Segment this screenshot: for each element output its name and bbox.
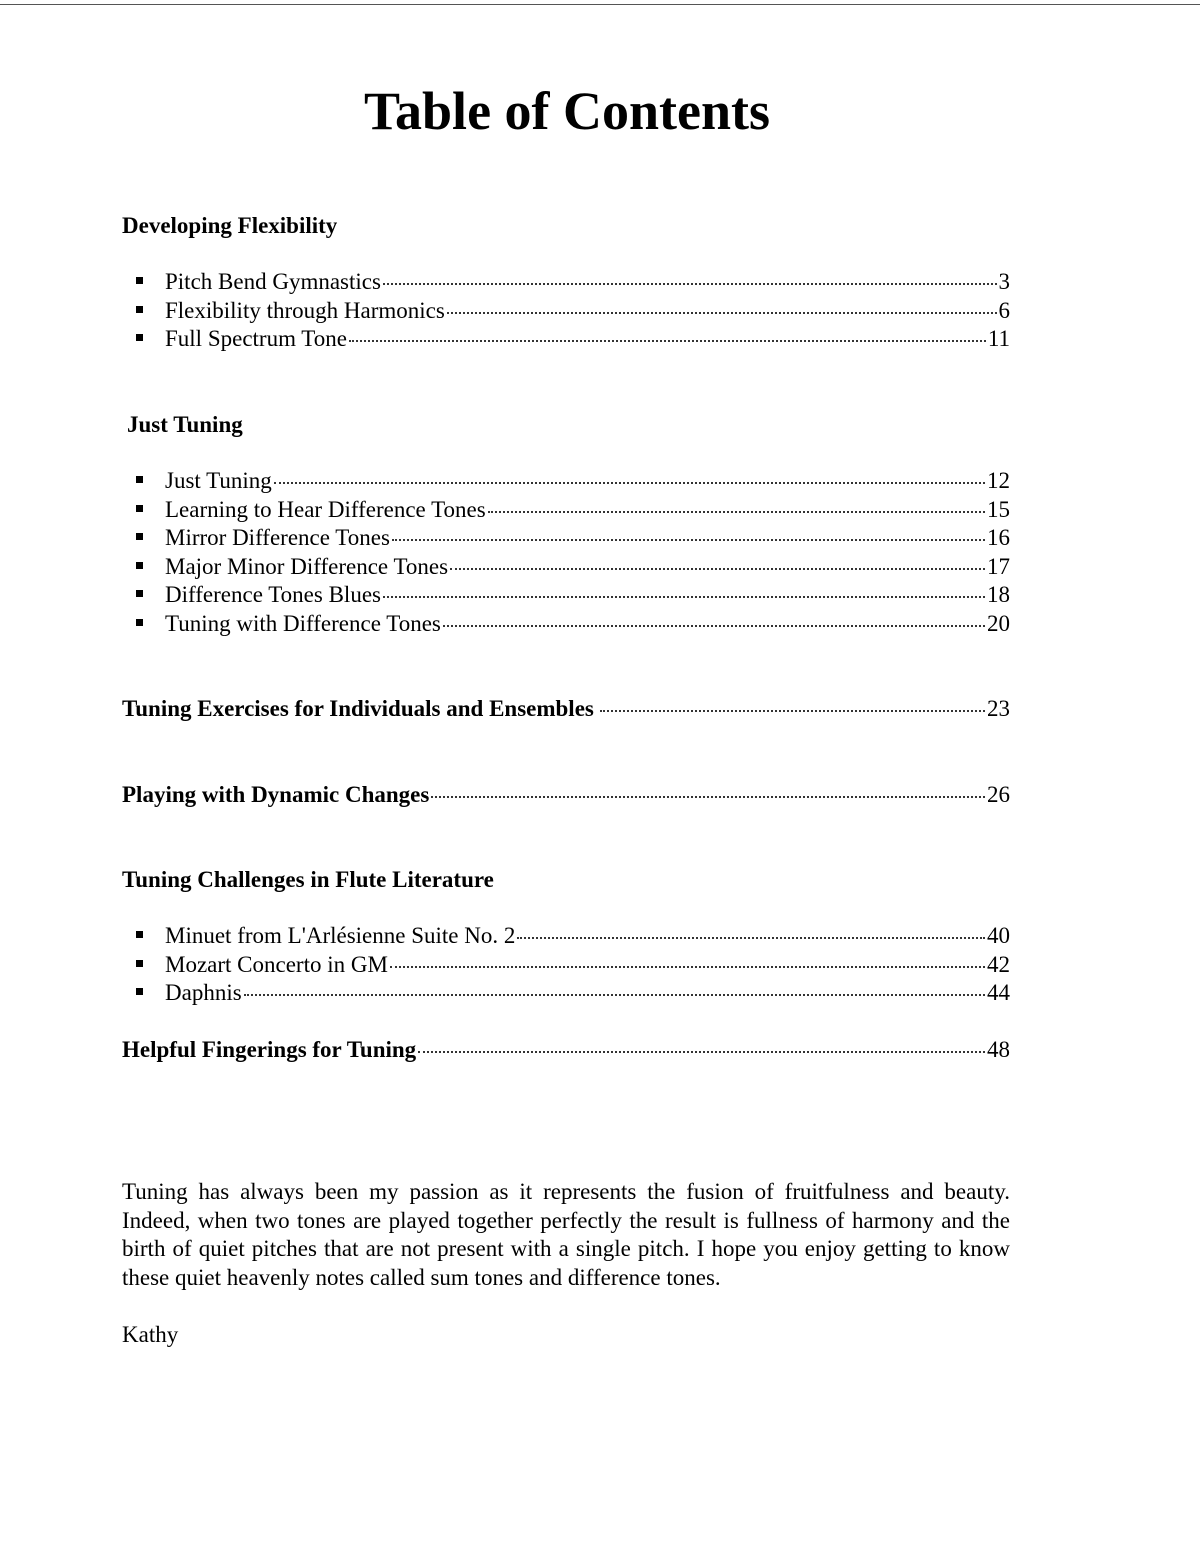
entry-page-number: 20 bbox=[987, 610, 1010, 636]
toc-entry[interactable] bbox=[136, 951, 1010, 980]
dot-leader bbox=[488, 511, 985, 513]
line-label: Playing with Dynamic Changes bbox=[122, 782, 430, 807]
dot-leader bbox=[447, 312, 997, 314]
line-label: Tuning Exercises for Individuals and Ensembles bbox=[122, 696, 594, 721]
bullet-icon bbox=[136, 619, 143, 626]
section-heading-developing-flexibility: Developing Flexibility bbox=[122, 213, 338, 238]
toc-entry[interactable] bbox=[136, 922, 1010, 951]
toc-entry[interactable] bbox=[136, 553, 1010, 582]
toc-entry[interactable] bbox=[136, 325, 1010, 354]
entry-label: Mirror Difference Tones bbox=[165, 525, 390, 551]
bullet-icon bbox=[136, 476, 143, 483]
toc-line-tuning-exercises[interactable] bbox=[122, 694, 1010, 724]
entry-page-number: 16 bbox=[987, 525, 1010, 551]
bullet-icon bbox=[136, 562, 143, 569]
entry-label: Mozart Concerto in GM bbox=[165, 951, 388, 977]
dot-leader bbox=[431, 796, 985, 798]
toc-line-dynamic-changes[interactable] bbox=[122, 780, 1010, 810]
entry-label: Learning to Hear Difference Tones bbox=[165, 496, 486, 522]
toc-list-developing-flexibility bbox=[136, 268, 1010, 354]
entry-page-number: 40 bbox=[987, 923, 1010, 948]
toc-list-just-tuning bbox=[136, 467, 1010, 639]
dot-leader bbox=[418, 1051, 985, 1053]
entry-page-number: 42 bbox=[987, 951, 1010, 977]
entry-page-number: 11 bbox=[987, 326, 1010, 352]
entry-page-number: 12 bbox=[987, 468, 1010, 493]
top-rule bbox=[0, 4, 1200, 5]
dot-leader bbox=[383, 596, 985, 598]
dot-leader bbox=[383, 283, 997, 285]
dot-leader bbox=[450, 568, 985, 570]
bullet-icon bbox=[136, 505, 143, 512]
dot-leader bbox=[274, 482, 985, 484]
entry-page-number: 3 bbox=[998, 269, 1010, 294]
toc-entry[interactable] bbox=[136, 268, 1010, 297]
entry-label: Just Tuning bbox=[165, 468, 272, 493]
bullet-icon bbox=[136, 931, 143, 938]
bullet-icon bbox=[136, 277, 143, 284]
entry-page-number: 23 bbox=[987, 696, 1010, 721]
toc-entry[interactable] bbox=[136, 581, 1010, 610]
entry-label: Major Minor Difference Tones bbox=[165, 553, 449, 579]
entry-page-number: 17 bbox=[987, 553, 1010, 579]
page-title: Table of Contents bbox=[363, 81, 771, 141]
bullet-icon bbox=[136, 334, 143, 341]
entry-label: Difference Tones Blues bbox=[165, 582, 381, 608]
intro-paragraph: Tuning has always been my passion as it represents the fusion of fruitfulness and beauty. Indeed, when two tones are played together perfectly the result is fullness of harmony and the birth of quiet pitches that are not present with a single pitch. I hope you enjoy getting to know these quiet heavenly notes called sum tones and difference tones. bbox=[122, 1179, 1010, 1291]
toc-entry[interactable] bbox=[136, 524, 1010, 553]
entry-page-number: 6 bbox=[998, 297, 1010, 323]
dot-leader bbox=[390, 966, 985, 968]
entry-label: Minuet from L'Arlésienne Suite No. 2 bbox=[165, 923, 516, 948]
entry-page-number: 44 bbox=[987, 980, 1010, 1006]
toc-entry[interactable] bbox=[136, 979, 1010, 1008]
line-label: Helpful Fingerings for Tuning bbox=[122, 1037, 417, 1062]
entry-label: Flexibility through Harmonics bbox=[165, 297, 445, 323]
bullet-icon bbox=[136, 306, 143, 313]
dot-leader bbox=[244, 994, 985, 996]
section-heading-just-tuning: Just Tuning bbox=[127, 412, 243, 437]
toc-list-tuning-challenges bbox=[136, 922, 1010, 1008]
toc-entry[interactable] bbox=[136, 297, 1010, 326]
dot-leader bbox=[443, 625, 985, 627]
section-heading-tuning-challenges: Tuning Challenges in Flute Literature bbox=[122, 867, 494, 892]
bullet-icon bbox=[136, 988, 143, 995]
entry-label: Pitch Bend Gymnastics bbox=[165, 269, 381, 294]
entry-label: Daphnis bbox=[165, 980, 242, 1006]
entry-page-number: 26 bbox=[987, 782, 1010, 807]
bullet-icon bbox=[136, 590, 143, 597]
entry-page-number: 15 bbox=[987, 496, 1010, 522]
toc-entry[interactable] bbox=[136, 496, 1010, 525]
dot-leader bbox=[392, 539, 985, 541]
dot-leader bbox=[517, 937, 985, 939]
entry-page-number: 48 bbox=[987, 1037, 1010, 1062]
toc-line-helpful-fingerings[interactable] bbox=[122, 1035, 1010, 1065]
signature: Kathy bbox=[122, 1322, 179, 1347]
dot-leader bbox=[349, 340, 986, 342]
entry-label: Tuning with Difference Tones bbox=[165, 610, 441, 636]
toc-entry[interactable] bbox=[136, 610, 1010, 639]
bullet-icon bbox=[136, 960, 143, 967]
dot-leader bbox=[600, 710, 985, 712]
bullet-icon bbox=[136, 533, 143, 540]
toc-entry[interactable] bbox=[136, 467, 1010, 496]
entry-page-number: 18 bbox=[987, 582, 1010, 608]
entry-label: Full Spectrum Tone bbox=[165, 326, 347, 352]
